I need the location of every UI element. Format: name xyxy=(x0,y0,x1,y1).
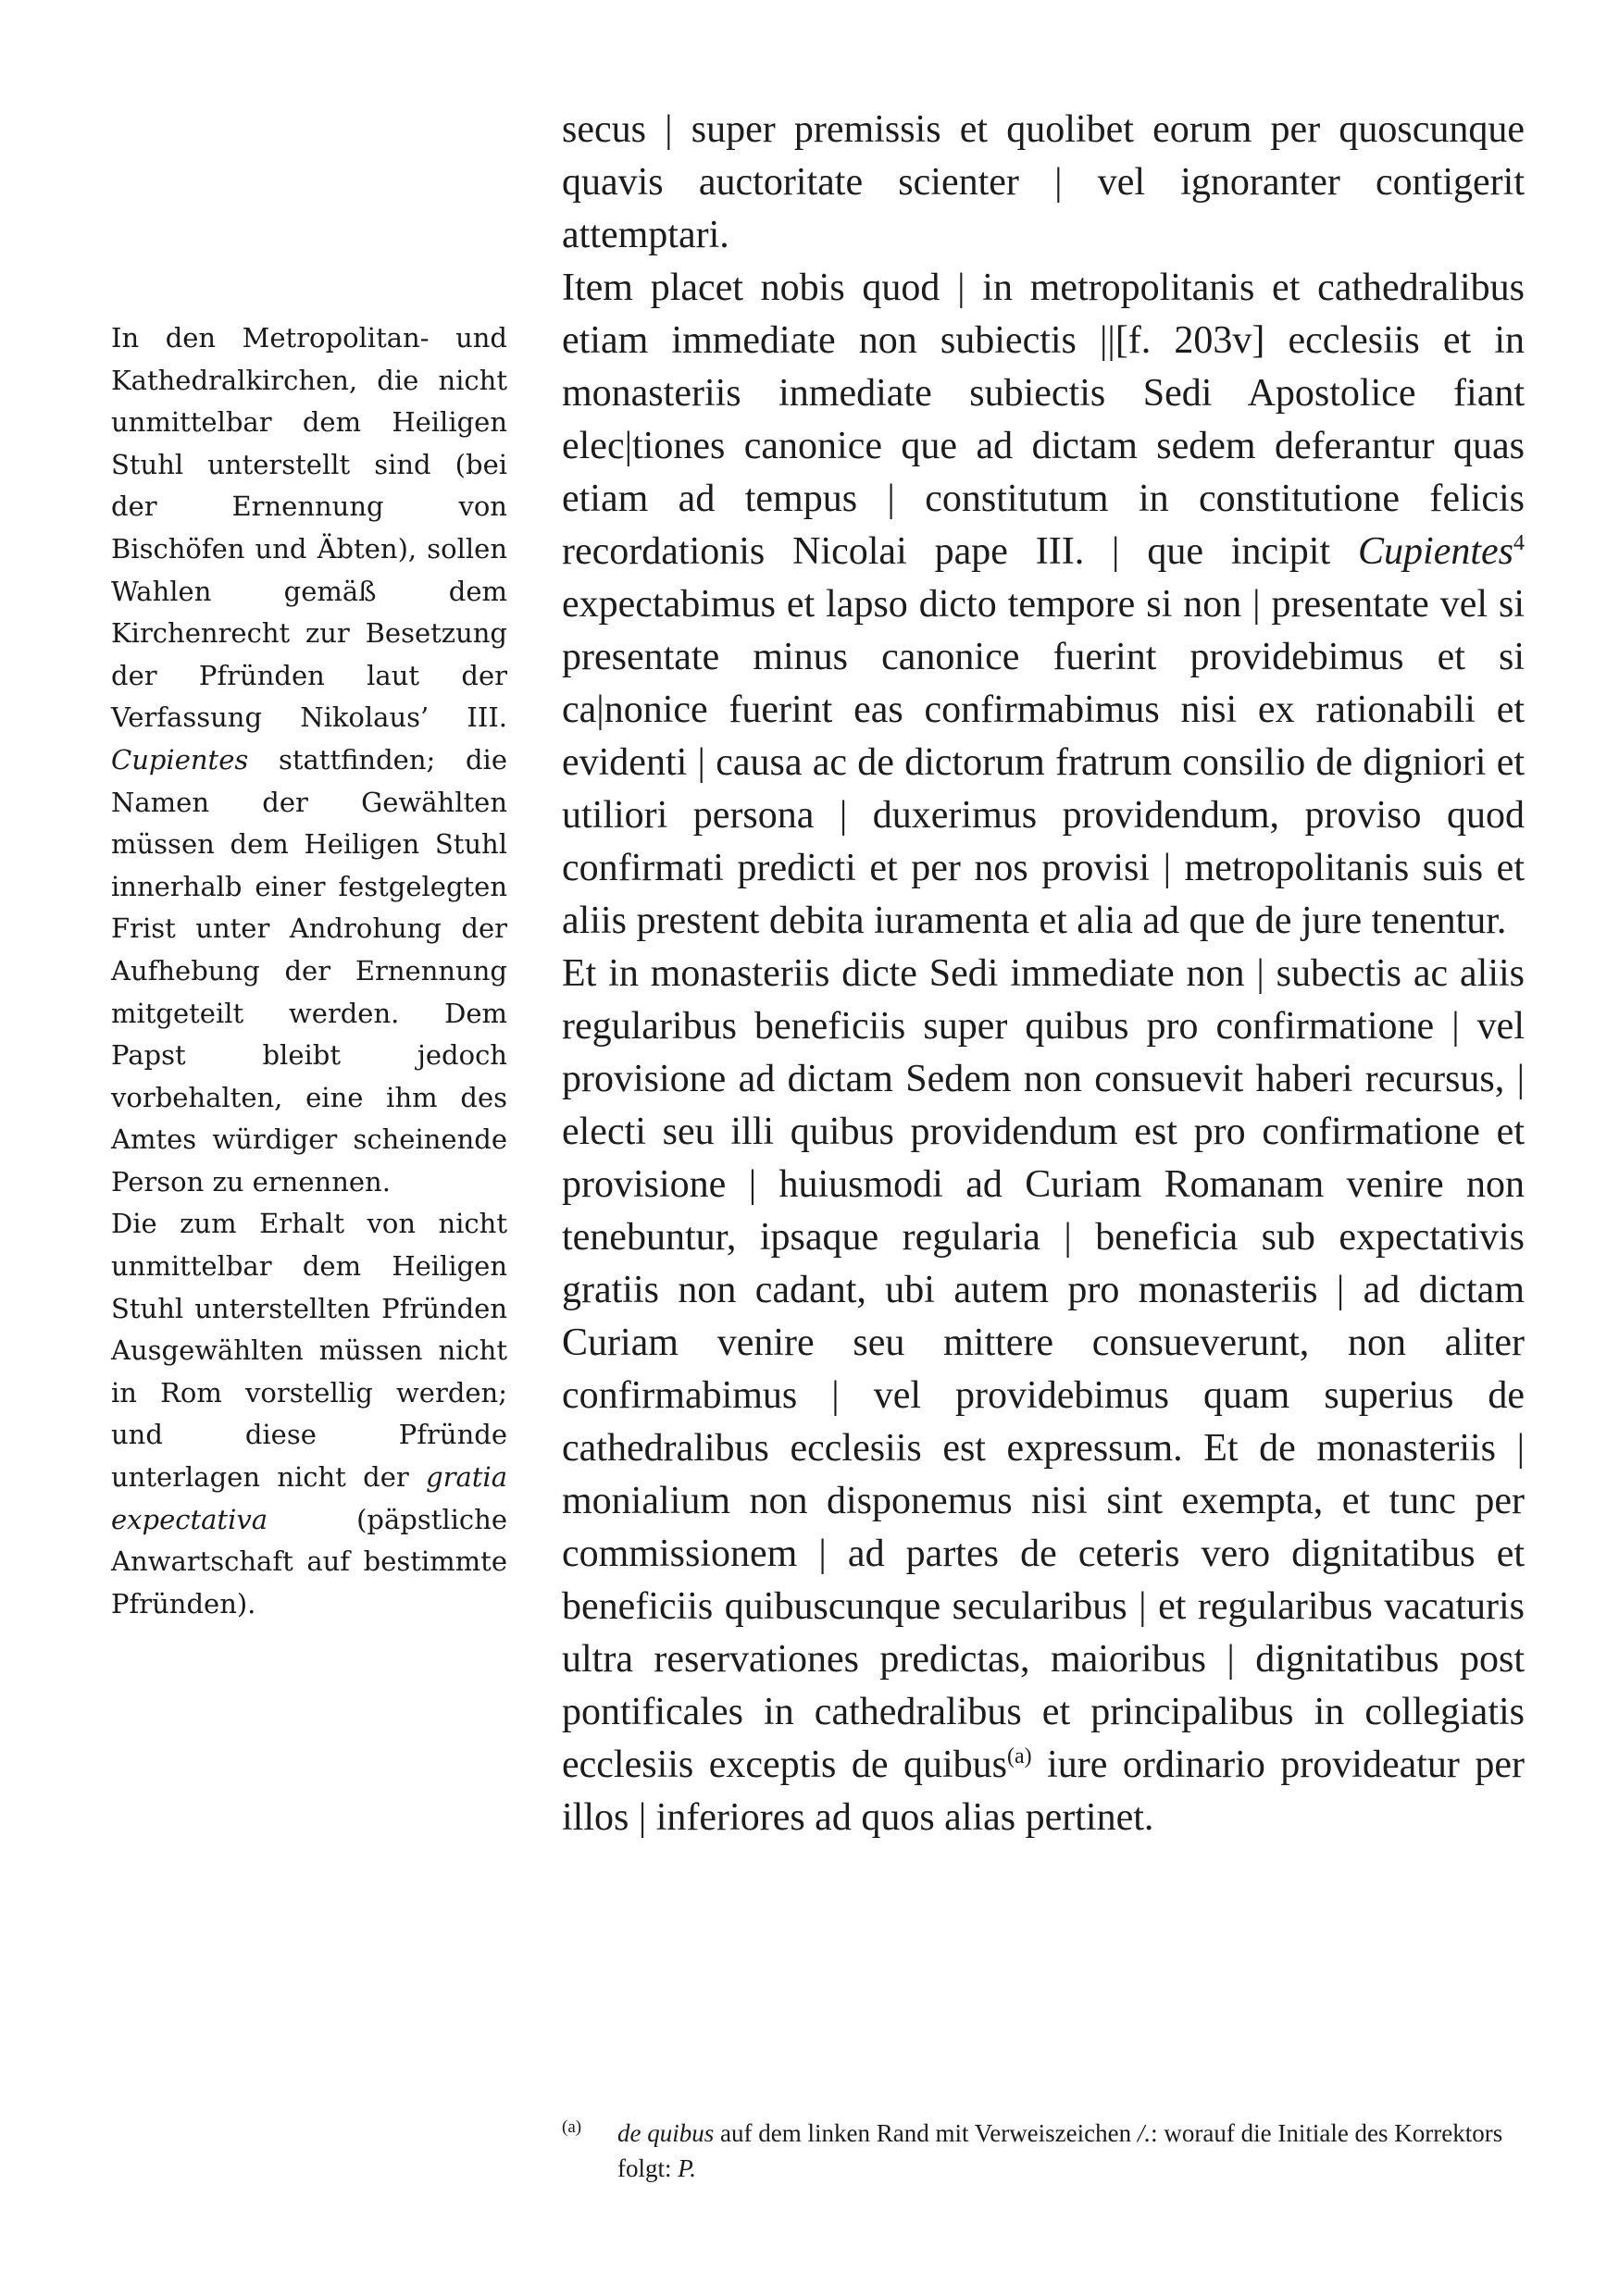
footnote-marker: (a) xyxy=(562,2117,582,2137)
italic-term: gratia expectativa xyxy=(111,1461,507,1535)
summary-paragraph-2: Die zum Erhalt von nicht unmittelbar dem Heiligen Stuhl unterstellten Pfründen Ausgewählten müssen nicht in Rom vorstellig werden; und diese Pfründe unterlagen nicht der gratia expectativa (päpstliche Anwartschaft auf bestimmte Pfründen). xyxy=(111,1208,507,1620)
source-paragraph-1: secus | super premissis et quolibet eorum per quoscunque quavis auctoritate scienter | vel ignoranter contigerit attemptari. xyxy=(562,108,1525,256)
source-paragraph-3: Et in monasteriis dicte Sedi immediate non | subectis ac aliis regularibus beneficiis super quibus pro confirmatione | vel provisione ad dictam Sedem non consuevit haberi recursus, | electi seu illi quibus providendum est pro confirmatione et provisione | huiusmodi ad Curiam Romanam venire non tenebuntur, ipsaque regularia | beneficia sub expectativis gratiis non cadant, ubi autem pro monasteriis | ad dictam Curiam venire seu mittere consueverunt, non aliter confirmabimus | vel providebimus quam superius de cathedralibus ecclesiis est expressum. Et de monasteriis | monialium non disponemus nisi sint exempta, et tunc per commissionem | ad partes de ceteris vero dignitatibus et beneficiis quibuscunque secularibus | et regularibus vacaturis ultra reservationes predictas, maioribus | dignitatibus post pontificales in cathedralibus et principalibus in collegiatis ecclesiis exceptis de quibus$^{(a)}$ iure ordinario provideatur per illos | inferiores ad quos alias pertinet. xyxy=(562,952,1525,1839)
summary-paragraph-1: In den Metropolitan- und Kathedralkirchen, die nicht unmittelbar dem Heiligen Stuhl unterstellt sind (bei der Ernennung von Bischöfen und Äbten), sollen Wahlen gemäß dem Kirchenrecht zur Besetzung der Pfründen laut der Verfassung Nikolaus’ III. Cupientes stattfinden; die Namen der Gewählten müssen dem Heiligen Stuhl innerhalb einer festgelegten Frist unter Androhung der Aufhebung der Ernennung mitgeteilt werden. Dem Papst bleibt jedoch vorbehalten, eine ihm des Amtes würdiger scheinende Person zu ernennen. xyxy=(111,322,507,1198)
footnote-text: de quibus auf dem linken Rand mit Verweiszeichen /.: worauf die Initiale des Korrektors folgt: P. xyxy=(617,2119,1503,2182)
source-paragraph-2: Item placet nobis quod | in metropolitanis et cathedralibus etiam immediate non subiectis ||[f. 203v] ecclesiis et in monasteriis inmediate subiectis Sedi Apostolice fiant elec|tiones canonice que ad dictam sedem deferantur quas etiam ad tempus | constitutum in constitutione felicis recordationis Nicolai pape III. | que incipit Cupientes$^4$ expectabimus et lapso dicto tempore si non | presentate vel si presentate minus canonice fuerint providebimus et si ca|nonice fuerint eas confirmabimus nisi ex rationabili et evidenti | causa ac de dictorum fratrum consilio de digniori et utiliori persona | duxerimus providendum, proviso quod confirmati predicti et per nos provisi | metropolitanis suis et aliis prestent debita iuramenta et alia ad que de jure tenentur. xyxy=(562,267,1525,942)
footnote-reference: 4 xyxy=(1513,531,1525,555)
critical-apparatus-note xyxy=(562,2116,1525,2186)
apparatus-reference: (a) xyxy=(1006,1744,1032,1769)
latin-source-text xyxy=(562,104,1525,1844)
marginal-summary xyxy=(111,317,507,1625)
italic-term: Cupientes xyxy=(1358,530,1513,573)
italic-term: Cupientes xyxy=(111,743,249,776)
